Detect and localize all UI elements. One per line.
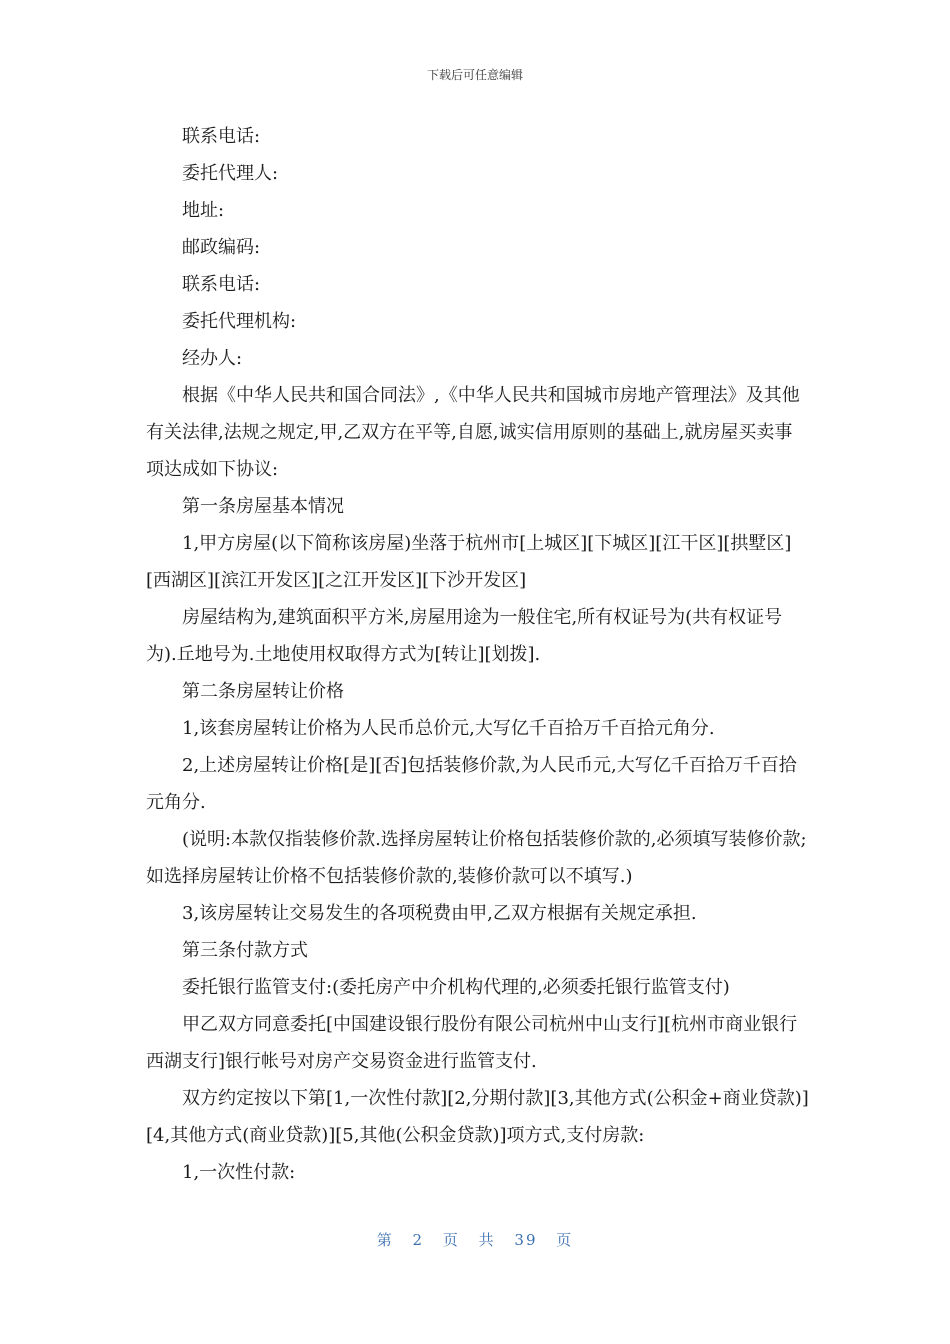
section-heading: 第三条付款方式 bbox=[182, 940, 308, 961]
paragraph: 经办人: bbox=[182, 348, 243, 369]
footer-page-number: 2 bbox=[412, 1231, 425, 1249]
footer-total-pages: 39 bbox=[514, 1231, 538, 1249]
page-header: 下载后可任意编辑 bbox=[426, 68, 523, 82]
paragraph: 1,该套房屋转让价格为人民币总价元,大写亿千百拾万千百拾元角分. bbox=[182, 718, 715, 739]
footer-total-suffix: 页 bbox=[556, 1231, 574, 1249]
paragraph: 房屋结构为,建筑面积平方米,房屋用途为一般住宅,所有权证号为(共有权证号为).丘地号为.土地使用权取得方式为[转让][划拨]. bbox=[146, 607, 783, 665]
paragraph: 2,上述房屋转让价格[是][否]包括装修价款,为人民币元,大写亿千百拾万千百拾元角分. bbox=[146, 755, 797, 813]
paragraph: 地址: bbox=[182, 200, 225, 221]
paragraph: 委托代理机构: bbox=[182, 311, 297, 332]
paragraph: 3,该房屋转让交易发生的各项税费由甲,乙双方根据有关规定承担. bbox=[182, 903, 697, 924]
footer-page-word: 第 bbox=[376, 1231, 394, 1249]
paragraph: 委托银行监管支付:(委托房产中介机构代理的,必须委托银行监管支付) bbox=[182, 977, 730, 998]
footer-page-suffix: 页 bbox=[442, 1231, 460, 1249]
document-body bbox=[146, 118, 810, 1191]
section-heading: 第一条房屋基本情况 bbox=[182, 496, 344, 517]
paragraph: 甲乙双方同意委托[中国建设银行股份有限公司杭州中山支行][杭州市商业银行西湖支行]银行帐号对房产交易资金进行监管支付. bbox=[146, 1014, 798, 1072]
page-footer bbox=[0, 1229, 950, 1250]
section-heading: 第二条房屋转让价格 bbox=[182, 681, 344, 702]
paragraph: 1,甲方房屋(以下简称该房屋)坐落于杭州市[上城区][下城区][江干区][拱墅区][西湖区][滨江开发区][之江开发区][下沙开发区] bbox=[146, 533, 792, 591]
paragraph: 双方约定按以下第[1,一次性付款][2,分期付款][3,其他方式(公积金+商业贷款)][4,其他方式(商业贷款)][5,其他(公积金贷款)]项方式,支付房款: bbox=[146, 1088, 809, 1146]
paragraph: 邮政编码: bbox=[182, 237, 261, 258]
paragraph: 委托代理人: bbox=[182, 163, 279, 184]
paragraph: 联系电话: bbox=[182, 274, 261, 295]
paragraph: (说明:本款仅指装修价款.选择房屋转让价格包括装修价款的,必须填写装修价款;如选择房屋转让价格不包括装修价款的,装修价款可以不填写.) bbox=[146, 829, 807, 887]
paragraph: 1,一次性付款: bbox=[182, 1162, 296, 1183]
paragraph: 联系电话: bbox=[182, 126, 261, 147]
footer-total-word: 共 bbox=[478, 1231, 496, 1249]
paragraph: 根据《中华人民共和国合同法》,《中华人民共和国城市房地产管理法》及其他有关法律,法规之规定,甲,乙双方在平等,自愿,诚实信用原则的基础上,就房屋买卖事项达成如下协议: bbox=[146, 385, 800, 480]
